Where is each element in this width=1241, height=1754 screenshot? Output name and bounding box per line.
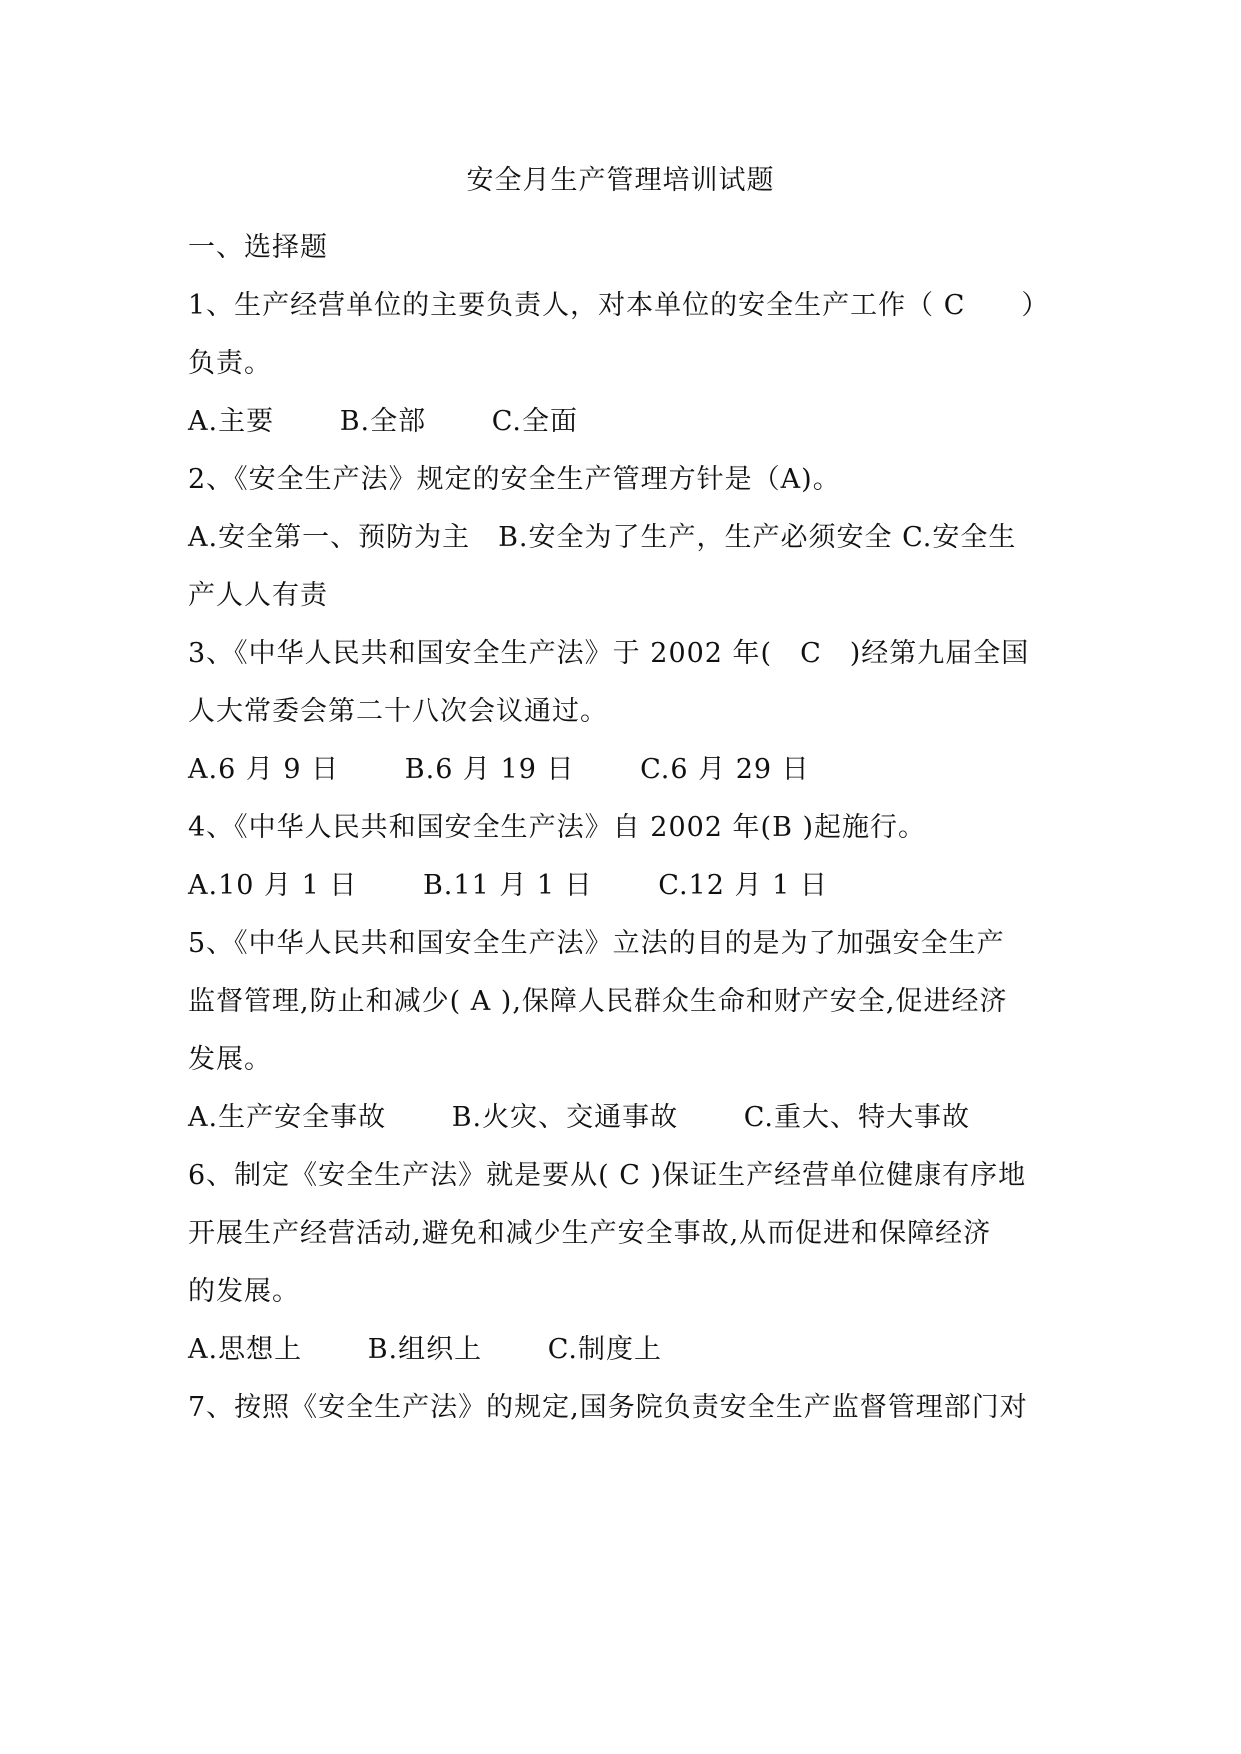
question-2-options-line-1: A.安全第一、预防为主 B.安全为了生产，生产必须安全 C.安全生 [188, 522, 1017, 553]
option-a: A.思想上 [188, 1334, 303, 1365]
question-3-options [188, 752, 1068, 788]
option-c: C.制度上 [547, 1334, 662, 1365]
question-5-line-2: 监督管理,防止和减少( A ),保障人民群众生命和财产安全,促进经济 [188, 986, 1008, 1017]
question-6-line-2: 开展生产经营活动,避免和减少生产安全事故,从而促进和保障经济 [188, 1218, 992, 1249]
question-1-line-2: 负责。 [188, 348, 272, 379]
option-b: B.全部 [339, 406, 427, 437]
question-5-line-1: 5、《中华人民共和国安全生产法》立法的目的是为了加强安全生产 [188, 928, 1005, 959]
option-c: C.12 月 1 日 [658, 870, 828, 901]
question-5-line-3: 发展。 [188, 1044, 272, 1075]
option-a: A.生产安全事故 [188, 1102, 387, 1133]
option-c: C.6 月 29 日 [640, 754, 810, 785]
question-3-line-2: 人大常委会第二十八次会议通过。 [188, 696, 608, 727]
option-b: B.组织上 [367, 1334, 483, 1365]
question-2-line-1: 2、《安全生产法》规定的安全生产管理方针是（A)。 [188, 464, 841, 495]
option-a: A.6 月 9 日 [188, 754, 340, 785]
question-6-line-1: 6、制定《安全生产法》就是要从( C )保证生产经营单位健康有序地 [188, 1160, 1027, 1191]
question-4-line-1: 4、《中华人民共和国安全生产法》自 2002 年(B )起施行。 [188, 812, 927, 843]
question-6-options [188, 1332, 1068, 1368]
question-2-options-line-2: 产人人有责 [188, 580, 328, 611]
question-1-options [188, 404, 1068, 440]
page-title: 安全月生产管理培训试题 [466, 165, 775, 196]
question-4-options [188, 868, 1068, 904]
section-heading: 一、选择题 [188, 232, 328, 263]
question-1-line-1: 1、生产经营单位的主要负责人，对本单位的安全生产工作（ C ） [188, 290, 1050, 321]
option-b: B.11 月 1 日 [422, 870, 593, 901]
question-7-line-1: 7、按照《安全生产法》的规定,国务院负责安全生产监督管理部门对 [188, 1392, 1028, 1423]
question-3-line-1: 3、《中华人民共和国安全生产法》于 2002 年( C )经第九届全国 [188, 638, 1030, 669]
option-a: A.10 月 1 日 [188, 870, 358, 901]
option-c: C.全面 [491, 406, 578, 437]
question-6-line-3: 的发展。 [188, 1276, 300, 1307]
option-b: B.火灾、交通事故 [451, 1102, 679, 1133]
question-5-options [188, 1100, 1068, 1136]
option-c: C.重大、特大事故 [743, 1102, 970, 1133]
option-a: A.主要 [188, 406, 275, 437]
option-b: B.6 月 19 日 [404, 754, 575, 785]
